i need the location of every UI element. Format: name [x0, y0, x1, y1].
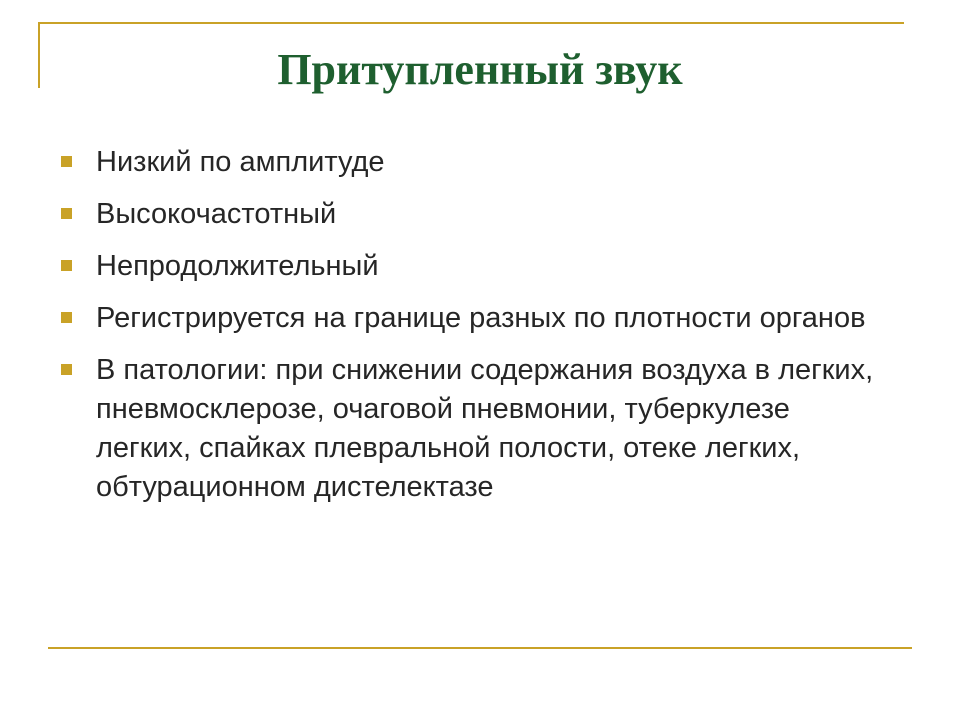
bullet-item [60, 195, 880, 234]
bullet-item [60, 247, 880, 286]
square-bullet-icon [61, 208, 72, 219]
square-bullet-icon [61, 260, 72, 271]
bullet-item [60, 299, 880, 338]
bullet-item [60, 143, 880, 182]
bullet-item [60, 351, 880, 507]
bullet-text: В патологии: при снижении содержания воздуха в легких, пневмосклерозе, очаговой пневмонии, туберкулезе легких, спайках плевральной полости, отеке легких, обтурационном дистелектазе [96, 354, 874, 503]
frame-top-line [38, 22, 904, 24]
bullet-list [60, 143, 880, 520]
bullet-text: Непродолжительный [96, 250, 379, 282]
square-bullet-icon [61, 156, 72, 167]
bullet-text: Низкий по амплитуде [96, 146, 385, 178]
slide-title: Притупленный звук [277, 45, 683, 94]
square-bullet-icon [61, 364, 72, 375]
bullet-text: Высокочастотный [96, 198, 337, 230]
square-bullet-icon [61, 312, 72, 323]
frame-bottom-line [48, 647, 912, 649]
bullet-text: Регистрируется на границе разных по плотности органов [96, 302, 866, 334]
